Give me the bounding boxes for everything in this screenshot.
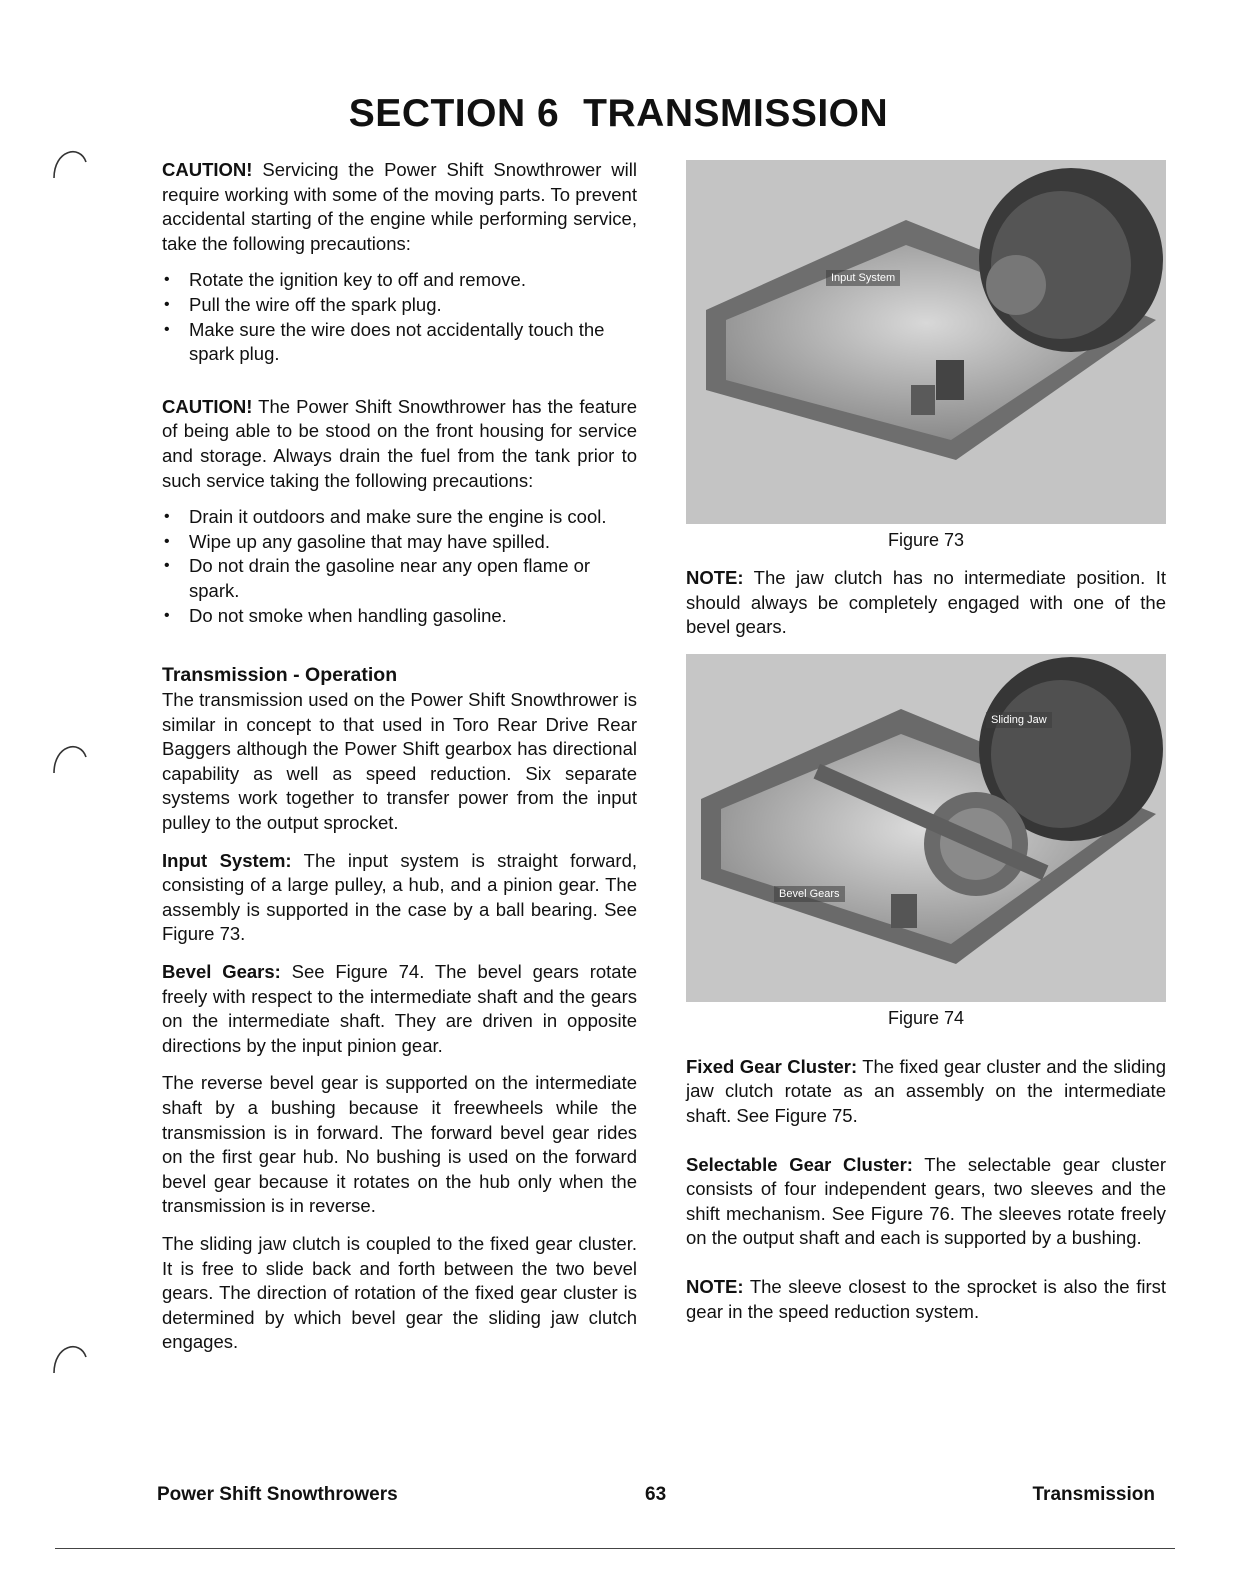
figure-callout: Sliding Jaw — [986, 712, 1052, 728]
caution-text: Servicing the Power Shift Snowthrower will require working with some of the moving parts. To prevent accidental starting of the engine while performing service, take the following precautions: — [162, 159, 638, 254]
caution-list — [162, 268, 637, 366]
figure-74-photo — [686, 654, 1166, 1002]
paragraph-lead: Selectable Gear Cluster: — [686, 1153, 913, 1175]
note-text: The sleeve closest to the sprocket is also the first gear in the speed reduction system. — [686, 1275, 1166, 1322]
footer-right: Transmission — [1032, 1484, 1155, 1505]
paragraph-text: The fixed gear cluster and the sliding jaw clutch rotate as an assembly on the intermediate shaft. See Figure 75. — [686, 1055, 1167, 1126]
binder-hole-mark — [50, 140, 90, 180]
footer-left: Power Shift Snowthrowers — [157, 1484, 398, 1505]
paragraph-text: The input system is straight forward, consisting of a large pulley, a hub, and a pinion gear. The assembly is supported in the case by a ball bearing. See Figure 73. — [162, 849, 638, 945]
caution-list — [162, 505, 637, 628]
paragraph-lead: Fixed Gear Cluster: — [686, 1055, 858, 1077]
note-paragraph — [686, 566, 1166, 640]
figure-callout: Bevel Gears — [774, 886, 845, 902]
binder-hole-mark — [50, 735, 90, 775]
caution-text: The Power Shift Snowthrower has the feature of being able to be stood on the front housing for service and storage. Always drain the fuel from the tank prior to such service taking the following precautions: — [162, 395, 637, 491]
caution-paragraph — [162, 158, 637, 256]
note-lead: NOTE: — [686, 1275, 744, 1297]
left-column — [162, 158, 637, 1355]
figure-callout: Input System — [826, 270, 900, 286]
list-item: • Do not drain the gasoline near any open flame or spark. — [162, 554, 637, 603]
list-item: • Do not smoke when handling gasoline. — [162, 604, 637, 629]
binder-hole-mark — [50, 1335, 90, 1375]
sliding-jaw-paragraph: The sliding jaw clutch is coupled to the fixed gear cluster. It is free to slide back and forth between the two bevel gears. The direction of rotation of the fixed gear cluster is determined by which bevel gear the sliding jaw clutch engages. — [162, 1232, 637, 1353]
selectable-gear-paragraph — [686, 1153, 1166, 1251]
figure-73-photo — [686, 160, 1166, 524]
section-heading: Transmission - Operation — [162, 664, 398, 687]
fixed-gear-paragraph — [686, 1055, 1166, 1129]
page-title — [0, 92, 1237, 136]
paragraph-lead: Input System: — [162, 849, 292, 871]
note-text: The jaw clutch has no intermediate position. It should always be completely engaged with one of the bevel gears. — [686, 567, 1166, 638]
paragraph-text: See Figure 74. The bevel gears rotate freely with respect to the intermediate shaft and the gears on the intermediate shaft. They are driven in opposite directions by the input pinion gear. — [162, 961, 637, 1056]
list-item: • Drain it outdoors and make sure the engine is cool. — [162, 505, 637, 530]
list-item: • Rotate the ignition key to off and remove. — [162, 268, 637, 293]
note-paragraph — [686, 1275, 1166, 1324]
input-system-paragraph — [162, 849, 637, 947]
title-topic: TRANSMISSION — [583, 92, 889, 135]
list-item: • Wipe up any gasoline that may have spilled. — [162, 530, 637, 555]
paragraph-text: The selectable gear cluster consists of four independent gears, two sleeves and the shift mechanism. See Figure 76. The sleeves rotate freely on the output shaft and each is supported by a bushing. — [686, 1153, 1166, 1249]
reverse-gear-paragraph: The reverse bevel gear is supported on the intermediate shaft by a bushing because it freewheels while the transmission is in forward. The forward bevel gear rides on the first gear hub. No bushing is used on the forward bevel gear because it rotates on the hub only when the transmission is in reverse. — [162, 1072, 637, 1217]
list-item: • Pull the wire off the spark plug. — [162, 293, 637, 318]
gearbox-input-illustration — [686, 160, 1166, 524]
paragraph-lead: Bevel Gears: — [162, 961, 281, 983]
bevel-gears-paragraph — [162, 960, 637, 1058]
figure-73-caption: Figure 73 — [887, 530, 965, 550]
title-section: SECTION 6 — [348, 92, 560, 135]
caution-paragraph — [162, 395, 637, 493]
operation-paragraph: The transmission used on the Power Shift Snowthrower is similar in concept to that used in Toro Rear Drive Rear Baggers although the Power Shift gearbox has directional capability as well as speed reduction. Six separate systems work together to transfer power from the input pulley to the output sprocket. — [162, 689, 637, 834]
caution-lead: CAUTION! — [162, 159, 253, 180]
page-number: 63 — [645, 1484, 667, 1505]
caution-lead: CAUTION! — [162, 395, 253, 417]
right-column — [686, 160, 1166, 1324]
list-item: • Make sure the wire does not accidentally touch the spark plug. — [162, 318, 637, 367]
note-lead: NOTE: — [686, 567, 744, 588]
footer-rule — [55, 1548, 1175, 1549]
gearbox-bevel-illustration — [686, 654, 1166, 1002]
figure-74-caption: Figure 74 — [887, 1007, 965, 1028]
